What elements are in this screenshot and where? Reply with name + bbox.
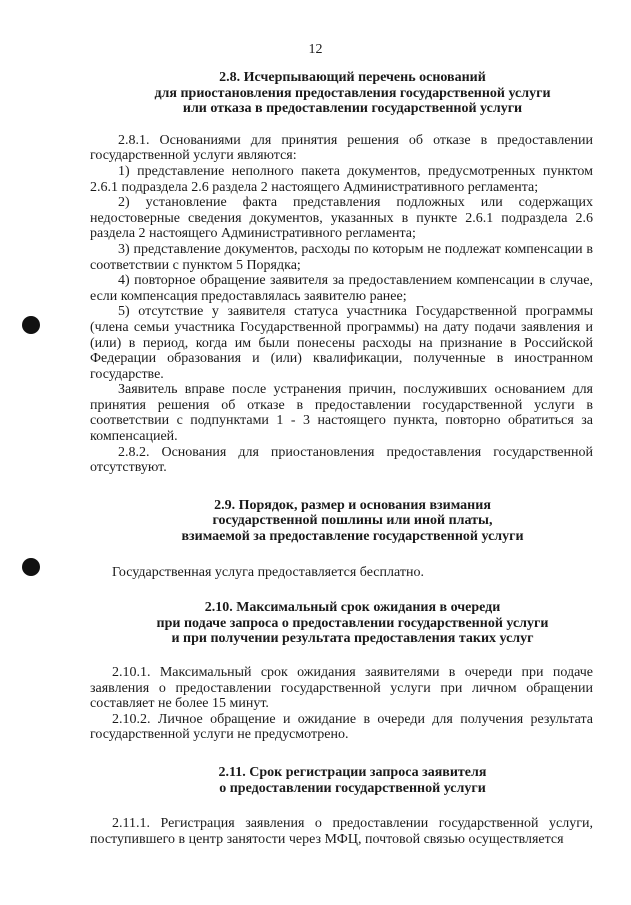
list-item-3: 3) представление документов, расходы по которым не подлежат компенсации в соответствии с пунктом 5 Порядка; — [90, 241, 593, 273]
heading-line: и при получении результата предоставления таких услуг — [171, 631, 534, 647]
heading-line: о предоставлении государственной услуги — [219, 780, 486, 796]
paragraph-2-8-1: 2.8.1. Основаниями для принятия решения об отказе в предоставлении государственной услуги являются: — [90, 132, 593, 164]
heading-line: 2.8. Исчерпывающий перечень оснований — [219, 70, 486, 85]
document-body — [90, 70, 593, 847]
section-heading-2-9 — [90, 498, 593, 545]
paragraph-2-8-2: 2.8.2. Основания для приостановления предоставления государственной отсутствуют. — [90, 444, 593, 476]
heading-line: 2.10. Максимальный срок ожидания в очереди — [204, 600, 501, 616]
section-heading-2-8 — [90, 70, 593, 117]
heading-line: взимаемой за предоставление государственной услуги — [181, 529, 524, 545]
list-item-1: 1) представление неполного пакета документов, предусмотренных пунктом 2.6.1 подраздела 2.6 раздела 2 настоящего Административного регламента; — [90, 163, 593, 195]
paragraph-2-10-1: 2.10.1. Максимальный срок ожидания заявителями в очереди при подаче заявления о предоставлении государственной услуги при личном обращении составляет не более 15 минут. — [90, 665, 593, 712]
list-item-2: 2) установление факта представления подложных или содержащих недостоверные сведения документов, указанных в пункте 2.6.1 подраздела 2.6 раздела 2 настоящего Административного регламента; — [90, 195, 593, 242]
paragraph-2-11-1: 2.11.1. Регистрация заявления о предоставлении государственной услуги, поступившего в центр занятости через МФЦ, почтовой связью осуществляется — [90, 816, 593, 847]
heading-line: 2.11. Срок регистрации запроса заявителя — [218, 764, 487, 780]
section-heading-2-11 — [90, 765, 593, 796]
paragraph-2-10-2: 2.10.2. Личное обращение и ожидание в очереди для получения результата государственной услуги не предусмотрено. — [90, 711, 593, 743]
heading-line: при подаче запроса о предоставлении государственной услуги — [156, 615, 549, 631]
paragraph-free-service: Государственная услуга предоставляется бесплатно. — [112, 564, 424, 580]
heading-line: государственной пошлины или иной платы, — [212, 513, 493, 529]
list-item-5: 5) отсутствие у заявителя статуса участника Государственной программы (члена семьи участника Государственной программы) на дату подачи заявления и (или) в период, когда им были понесены расходы на признание в Российской Федерации образования и (или) квалификации, полученные в иностранном государстве. — [90, 304, 593, 382]
heading-line: для приостановления предоставления государственной услуги — [154, 85, 551, 101]
list-item-4: 4) повторное обращение заявителя за предоставлением компенсации в случае, если компенсация предоставлялась заявителю ранее; — [90, 273, 593, 304]
heading-line: или отказа в предоставлении государственной услуги — [182, 101, 523, 117]
heading-line: 2.9. Порядок, размер и основания взимания — [214, 497, 491, 513]
section-heading-2-10 — [90, 600, 593, 647]
page-number: 12 — [308, 42, 323, 57]
binder-hole-marker — [22, 558, 40, 576]
paragraph-reapply: Заявитель вправе после устранения причин, послуживших основанием для принятия решения об отказе в предоставлении государственной услуги в соответствии с подпунктами 1 - 3 настоящего пункта, повторно обратиться за компенсацией. — [90, 382, 593, 445]
binder-hole-marker — [22, 316, 40, 334]
